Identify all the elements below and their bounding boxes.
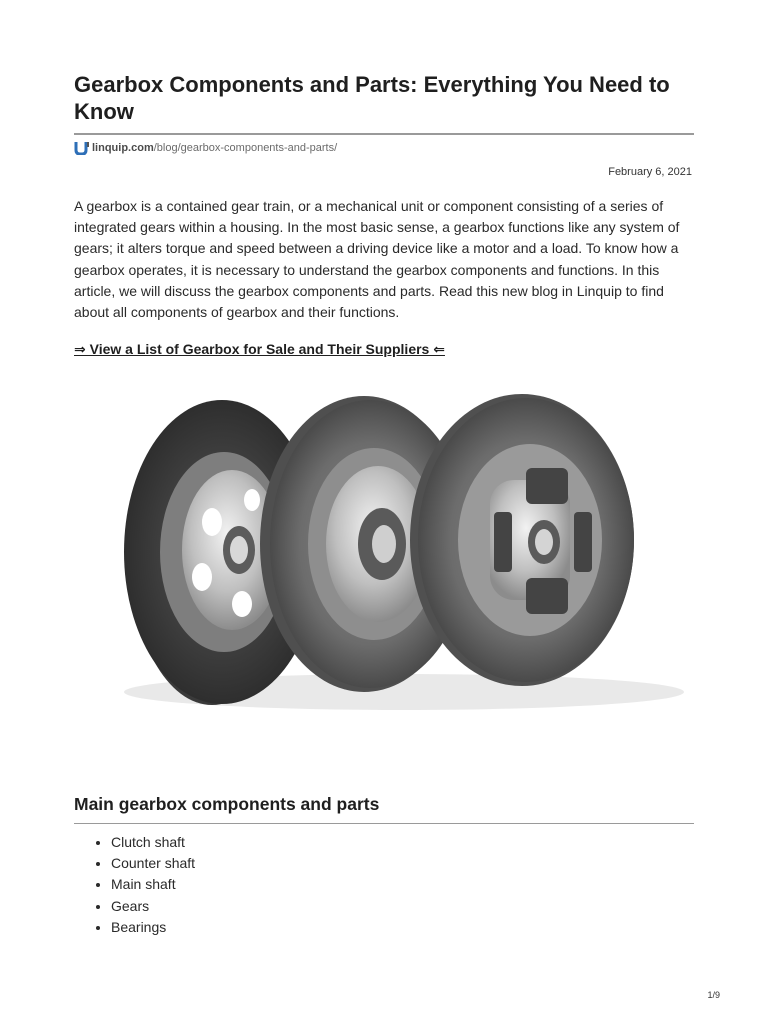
- section-divider: [74, 823, 694, 824]
- list-item: • Counter shaft: [111, 853, 195, 874]
- list-item: • Main shaft: [111, 874, 195, 895]
- page-number: 1/9: [707, 990, 720, 1000]
- list-item: • Bearings: [111, 917, 195, 938]
- list-item: • Clutch shaft: [111, 832, 195, 853]
- title-divider: [74, 133, 694, 135]
- gearbox-suppliers-link[interactable]: ⇒ View a List of Gearbox for Sale and Their Suppliers ⇐: [74, 341, 445, 357]
- components-list: [93, 832, 195, 938]
- source-line: [74, 140, 337, 156]
- list-item: • Gears: [111, 896, 195, 917]
- clutch-discs-image: [74, 372, 696, 734]
- source-path[interactable]: /blog/gearbox-components-and-parts/: [153, 142, 338, 154]
- section-heading: Main gearbox components and parts: [74, 794, 380, 814]
- publish-date: February 6, 2021: [608, 166, 692, 178]
- intro-paragraph: A gearbox is a contained gear train, or a mechanical unit or component consisting of a series of integrated gears within a housing. In the most basic sense, a gearbox functions like any system of gears; it alters torque and speed between a driving device like a motor and a load. To know how a gearbox operates, it is necessary to understand the gearbox components and functions. In this article, we will discuss the gearbox components and parts. Read this new blog in Linquip to find about all components of gearbox and their functions.: [74, 198, 680, 321]
- page-title: Gearbox Components and Parts: Everything You Need to Know: [74, 72, 670, 124]
- linquip-logo-icon: [74, 141, 90, 155]
- clutch-disc-right: [410, 394, 634, 686]
- source-domain[interactable]: linquip.com: [92, 142, 154, 154]
